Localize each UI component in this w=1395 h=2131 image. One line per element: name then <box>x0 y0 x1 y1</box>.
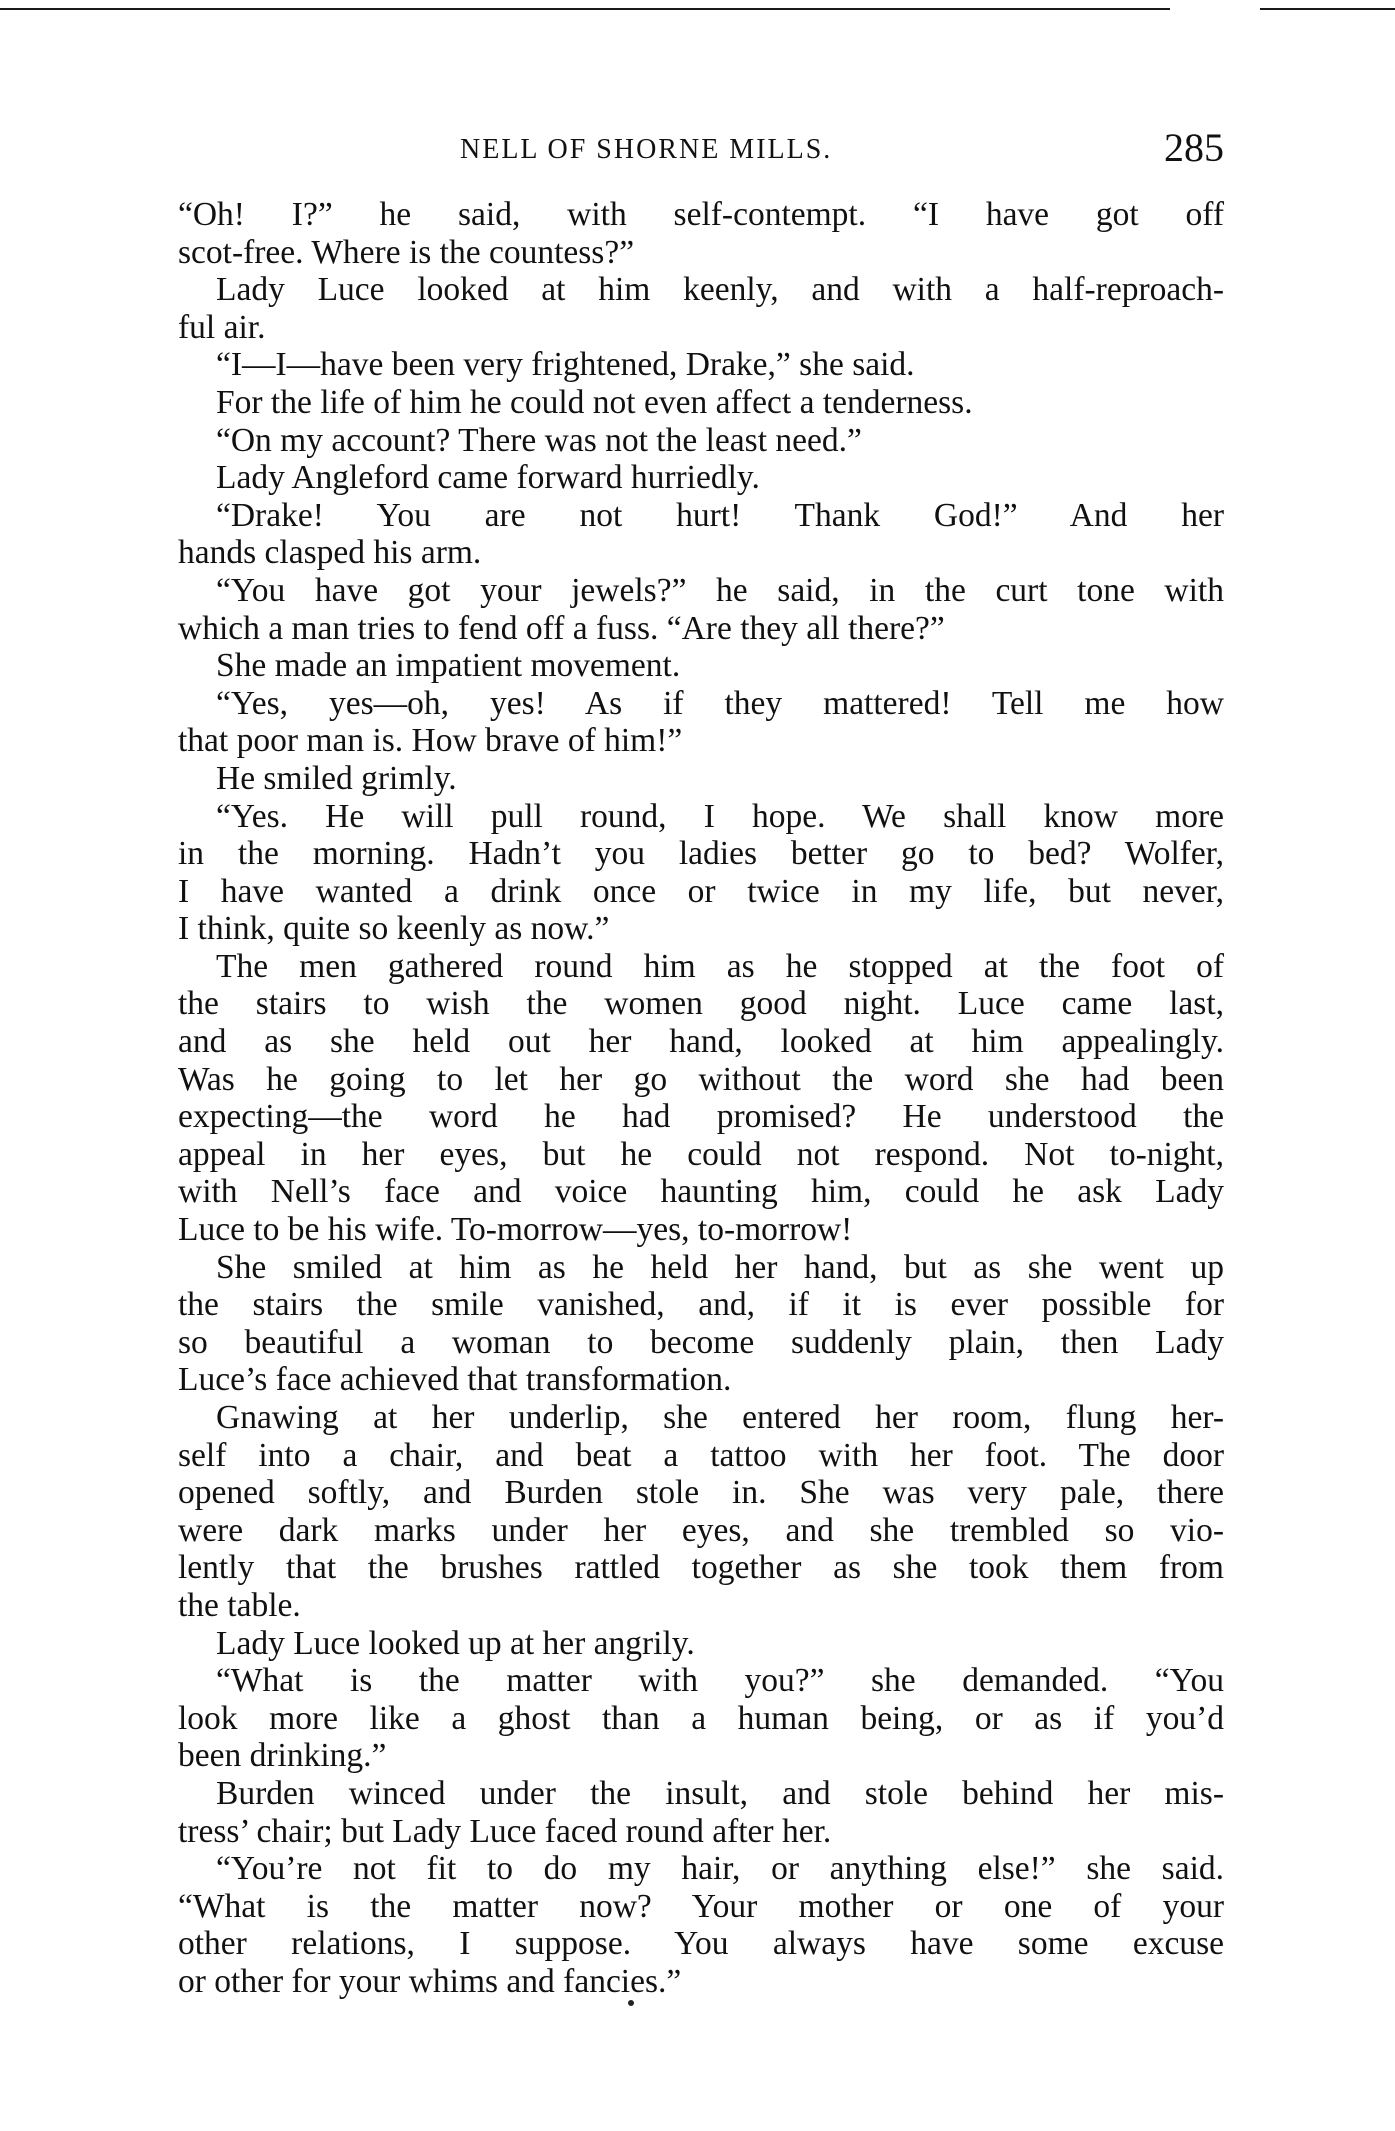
text-line: I have wanted a drink once or twice in my life, but never, <box>178 872 1224 910</box>
text-line: and as she held out her hand, looked at him appealingly. <box>178 1023 1224 1061</box>
text-line: Lady Luce looked up at her angrily. <box>216 1624 695 1662</box>
text-line: “What is the matter with you?” she demanded. “You <box>216 1662 1224 1700</box>
text-line: expecting—the word he had promised? He understood the <box>178 1098 1224 1136</box>
text-line: so beautiful a woman to become suddenly plain, then Lady <box>178 1323 1224 1361</box>
text-line: tress’ chair; but Lady Luce faced round after her. <box>178 1812 832 1850</box>
page-number: 285 <box>1164 125 1224 170</box>
running-head <box>178 125 1224 172</box>
text-line: that poor man is. How brave of him!” <box>178 722 683 760</box>
text-line: Luce to be his wife. To-morrow—yes, to-morrow! <box>178 1211 853 1249</box>
text-line: look more like a ghost than a human being, or as if you’d <box>178 1699 1224 1737</box>
text-line: the table. <box>178 1586 301 1624</box>
text-line: She smiled at him as he held her hand, but as she went up <box>216 1248 1224 1286</box>
text-line: Luce’s face achieved that transformation. <box>178 1361 732 1399</box>
text-line: “I—I—have been very frightened, Drake,” she said. <box>216 346 915 384</box>
text-line: were dark marks under her eyes, and she trembled so vio- <box>178 1511 1224 1549</box>
text-line: or other for your whims and fancies.” <box>178 1962 682 2000</box>
text-line: For the life of him he could not even affect a tenderness. <box>216 383 973 421</box>
text-line: lently that the brushes rattled together as she took them from <box>178 1549 1224 1587</box>
text-line: with Nell’s face and voice haunting him, could he ask Lady <box>178 1173 1224 1211</box>
text-line: opened softly, and Burden stole in. She was very pale, there <box>178 1474 1224 1512</box>
body-text <box>178 196 1224 2001</box>
text-line: the stairs to wish the women good night. Luce came last, <box>178 985 1224 1023</box>
text-line: “Oh! I?” he said, with self-contempt. “I have got off <box>178 196 1224 233</box>
text-line: other relations, I suppose. You always have some excuse <box>178 1925 1224 1963</box>
text-line: appeal in her eyes, but he could not respond. Not to-night, <box>178 1135 1224 1173</box>
text-line: “On my account? There was not the least need.” <box>216 421 862 459</box>
text-line: the stairs the smile vanished, and, if it is ever possible for <box>178 1286 1224 1324</box>
text-line: Burden winced under the insult, and stole behind her mis- <box>216 1774 1224 1812</box>
text-line: self into a chair, and beat a tattoo with her foot. The door <box>178 1436 1224 1474</box>
text-line: “Yes, yes—oh, yes! As if they mattered! Tell me how <box>216 684 1224 722</box>
text-line: Lady Angleford came forward hurriedly. <box>216 459 760 497</box>
text-line: The men gathered round him as he stopped at the foot of <box>216 947 1224 985</box>
text-line: scot-free. Where is the countess?” <box>178 233 635 271</box>
text-line: “You have got your jewels?” he said, in the curt tone with <box>216 571 1224 609</box>
text-line: ful air. <box>178 308 266 346</box>
text-line: “You’re not fit to do my hair, or anything else!” she said. <box>216 1850 1224 1888</box>
text-line: “Drake! You are not hurt! Thank God!” And her <box>216 496 1224 534</box>
text-line: “Yes. He will pull round, I hope. We shall know more <box>216 797 1224 835</box>
running-title: NELL OF SHORNE MILLS. <box>460 134 833 165</box>
top-edge-rule <box>0 8 1170 10</box>
text-line: Lady Luce looked at him keenly, and with a half-reproach- <box>216 271 1224 309</box>
text-line: Was he going to let her go without the word she had been <box>178 1060 1224 1098</box>
text-line: which a man tries to fend off a fuss. “Are they all there?” <box>178 609 945 647</box>
text-line: He smiled grimly. <box>216 759 457 797</box>
printer-mark <box>628 2000 634 2006</box>
text-line: “What is the matter now? Your mother or one of your <box>178 1887 1224 1925</box>
text-line: She made an impatient movement. <box>216 647 681 685</box>
text-line: hands clasped his arm. <box>178 534 482 572</box>
top-edge-rule-right <box>1260 8 1395 10</box>
text-line: I think, quite so keenly as now.” <box>178 910 610 948</box>
text-line: Gnawing at her underlip, she entered her room, flung her- <box>216 1399 1224 1436</box>
text-line: in the morning. Hadn’t you ladies better go to bed? Wolfer, <box>178 835 1224 873</box>
text-line: been drinking.” <box>178 1737 387 1775</box>
